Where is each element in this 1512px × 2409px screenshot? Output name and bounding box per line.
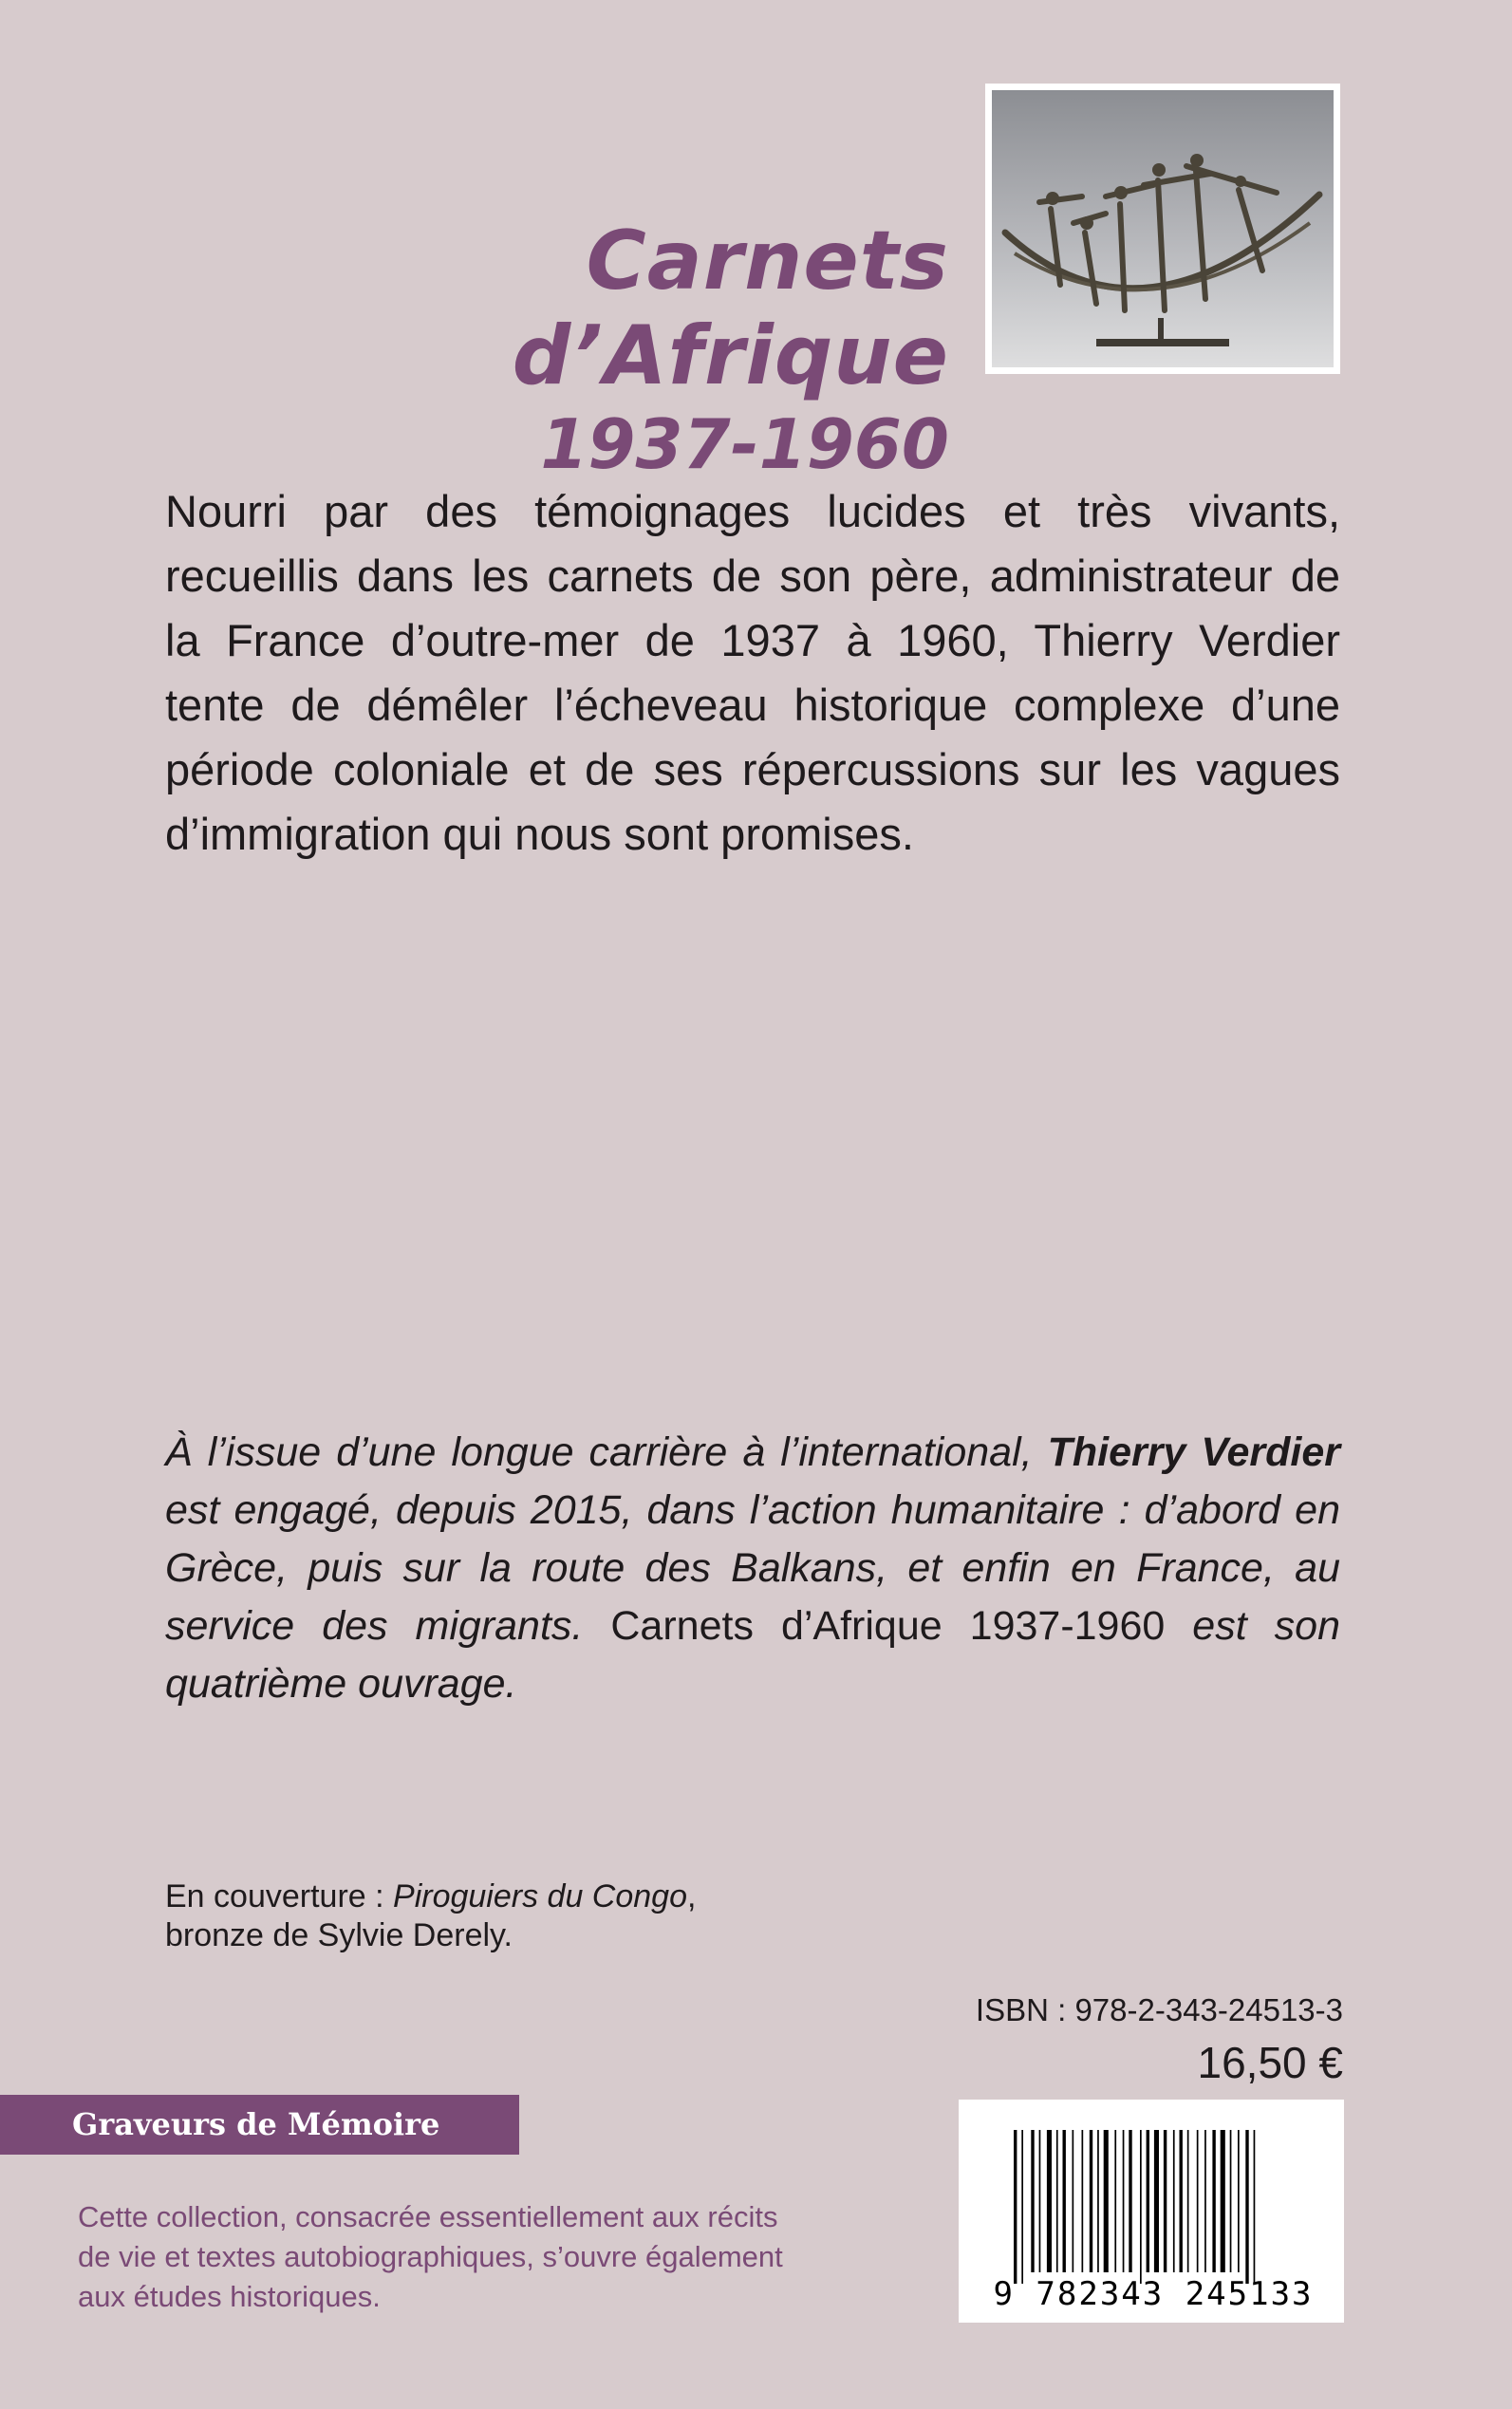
barcode-bar bbox=[1047, 2130, 1052, 2272]
barcode-bar bbox=[1129, 2130, 1131, 2272]
credit-work-title: Piroguiers du Congo bbox=[393, 1878, 687, 1914]
sculpture-photo bbox=[992, 90, 1334, 367]
barcode-bar bbox=[1221, 2130, 1225, 2272]
bio-text-2: est engagé, depuis 2015, dans l’action humanitaire : d’abord en Grèce, puis sur la route des Balkans, et enfin en France, au service des migrants. bbox=[165, 1487, 1340, 1649]
author-name: Thierry Verdier bbox=[1047, 1429, 1340, 1475]
barcode-bar bbox=[1173, 2130, 1175, 2272]
barcode-bar bbox=[1090, 2130, 1092, 2272]
collection-name-bar bbox=[0, 2095, 519, 2155]
book-summary: Nourri par des témoignages lucides et très vivants, recueillis dans les carnets de son père, administrateur de la France d’outre-mer de 1937 à 1960, Thierry Verdier tente de démêler l’écheveau historique complexe d’une période coloniale et de ses répercussions sur les vagues d’immigration qui nous sont promises. bbox=[165, 486, 1340, 859]
barcode-bar bbox=[1104, 2130, 1109, 2272]
barcode-bar bbox=[1140, 2130, 1142, 2284]
credit-prefix: En couverture : bbox=[165, 1878, 394, 1914]
barcode-bar bbox=[1212, 2130, 1215, 2272]
barcode-bar bbox=[1014, 2130, 1017, 2284]
book-title: Carnets d’Afrique bbox=[512, 214, 949, 403]
credit-suffix: , bbox=[686, 1878, 697, 1914]
barcode-bar bbox=[1063, 2130, 1066, 2272]
barcode-bar bbox=[1204, 2130, 1206, 2272]
barcode-bar bbox=[1123, 2130, 1125, 2272]
title-block bbox=[142, 214, 949, 487]
price: 16,50 € bbox=[1197, 2038, 1343, 2087]
collection-description: Cette collection, consacrée essentiellement aux récits de vie et textes autobiographiques, s’ouvre également aux études historiques. bbox=[78, 2200, 783, 2313]
barcode-bar bbox=[1039, 2130, 1041, 2272]
barcode-bar bbox=[1114, 2130, 1116, 2272]
barcode-bar bbox=[1031, 2130, 1034, 2272]
barcode bbox=[959, 2100, 1344, 2323]
credit-line-2: bronze de Sylvie Derely. bbox=[165, 1917, 513, 1953]
barcode-bar bbox=[1180, 2130, 1183, 2272]
book-subtitle: 1937-1960 bbox=[540, 404, 949, 484]
cover-credit bbox=[165, 1877, 830, 1955]
barcode-bar bbox=[1164, 2130, 1167, 2272]
bio-text-3: est son quatrième ouvrage. bbox=[165, 1603, 1340, 1707]
author-bio bbox=[165, 1424, 1340, 1713]
isbn: ISBN : 978-2-343-24513-3 bbox=[975, 1992, 1343, 2027]
barcode-digits: 9 782343 245133 bbox=[993, 2275, 1314, 2313]
barcode-bar bbox=[1082, 2130, 1084, 2272]
barcode-bar bbox=[1073, 2130, 1074, 2272]
barcode-bar bbox=[1154, 2130, 1159, 2272]
collection-name: Graveurs de Mémoire bbox=[72, 2106, 440, 2142]
barcode-bar bbox=[1056, 2130, 1058, 2272]
barcode-bar bbox=[1187, 2130, 1189, 2272]
barcode-bar bbox=[1197, 2130, 1199, 2272]
barcode-bar bbox=[1021, 2130, 1023, 2284]
barcode-bar bbox=[1238, 2130, 1240, 2272]
barcode-bar bbox=[1230, 2130, 1232, 2272]
barcode-bar bbox=[1254, 2130, 1256, 2284]
barcode-bar bbox=[1097, 2130, 1099, 2272]
bio-text-1: À l’issue d’une longue carrière à l’international, bbox=[165, 1429, 1048, 1475]
barcode-bar bbox=[1245, 2130, 1248, 2284]
bio-book-title: Carnets d’Afrique 1937-1960 bbox=[610, 1603, 1166, 1649]
barcode-bar bbox=[1147, 2130, 1149, 2272]
cover-photo-frame bbox=[985, 84, 1340, 374]
